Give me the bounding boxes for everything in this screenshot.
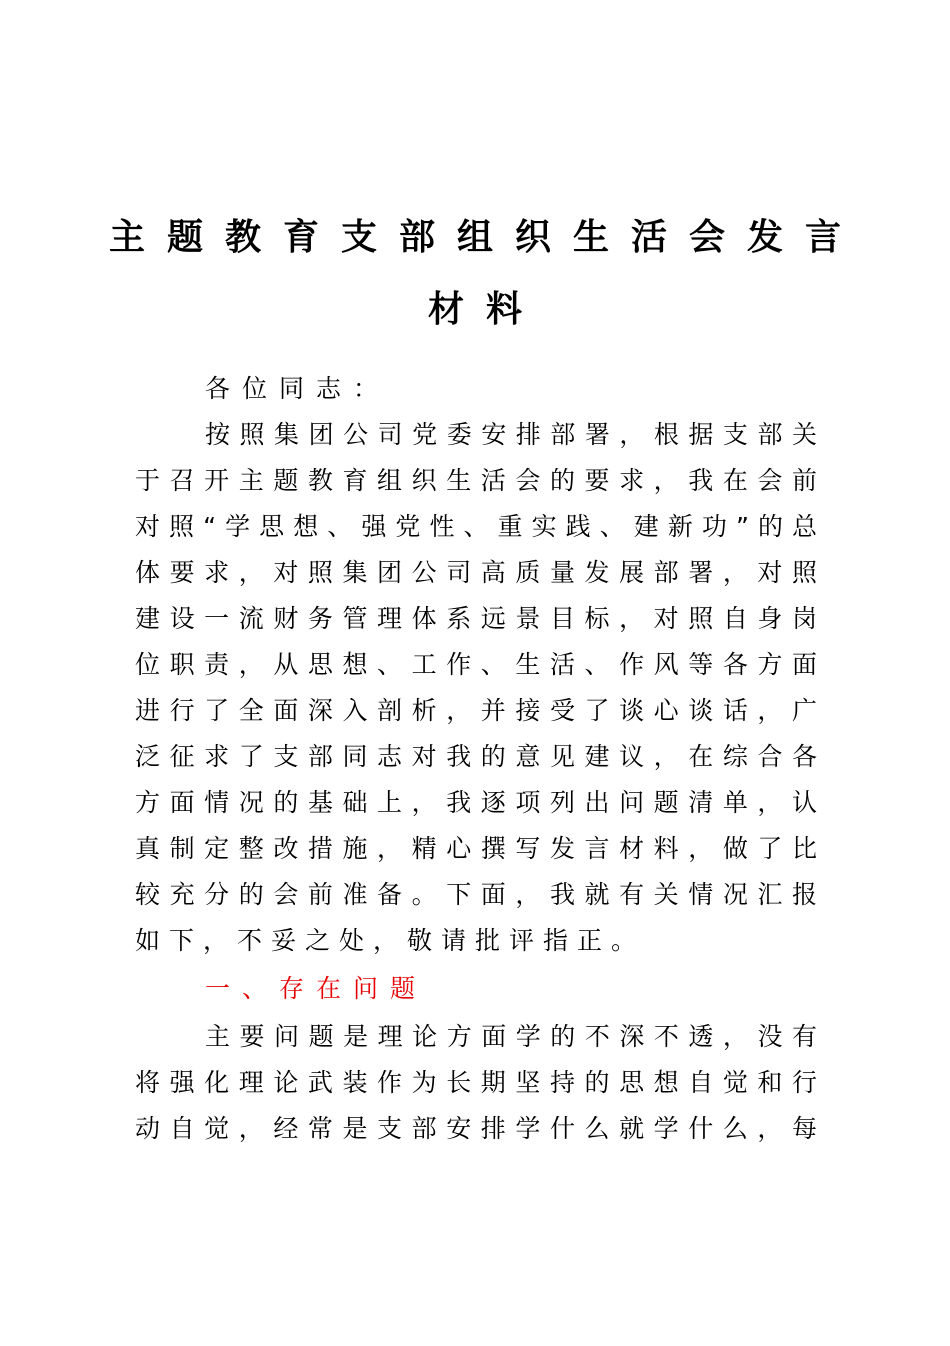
paragraph-1-line: 体要求，对照集团公司高质量发展部署，对照 <box>135 558 817 587</box>
salutation: 各位同志： <box>205 374 391 403</box>
paragraph-1-line: 进行了全面深入剖析，并接受了谈心谈话，广 <box>135 696 817 725</box>
document-title-line-2: 材料 <box>427 289 544 330</box>
paragraph-1-line: 对照“学思想、强党性、重实践、建新功”的总 <box>135 512 817 541</box>
paragraph-1-line: 方面情况的基础上，我逐项列出问题清单，认 <box>135 788 817 817</box>
paragraph-2-line: 动自觉，经常是支部安排学什么就学什么，每 <box>135 1114 817 1143</box>
paragraph-1-line: 泛征求了支部同志对我的意见建议，在综合各 <box>135 742 817 771</box>
paragraph-1-line: 建设一流财务管理体系远景目标，对照自身岗 <box>135 604 817 633</box>
paragraph-1-line: 于召开主题教育组织生活会的要求，我在会前 <box>135 466 817 495</box>
section-1-heading: 一、存在问题 <box>205 974 428 1003</box>
paragraph-1-line: 较充分的会前准备。下面，我就有关情况汇报 <box>135 880 817 909</box>
paragraph-2-line: 主要问题是理论方面学的不深不透，没有 <box>205 1022 817 1051</box>
paragraph-1-line: 位职责，从思想、工作、生活、作风等各方面 <box>135 650 817 679</box>
paragraph-1-line: 按照集团公司党委安排部署，根据支部关 <box>205 420 817 449</box>
paragraph-1-line: 如下，不妥之处，敬请批评指正。 <box>135 926 646 955</box>
paragraph-2-line: 将强化理论武装作为长期坚持的思想自觉和行 <box>135 1068 817 1097</box>
document-title-line-1: 主题教育支部组织生活会发言 <box>108 217 863 258</box>
paragraph-1-line: 真制定整改措施，精心撰写发言材料，做了比 <box>135 834 817 863</box>
